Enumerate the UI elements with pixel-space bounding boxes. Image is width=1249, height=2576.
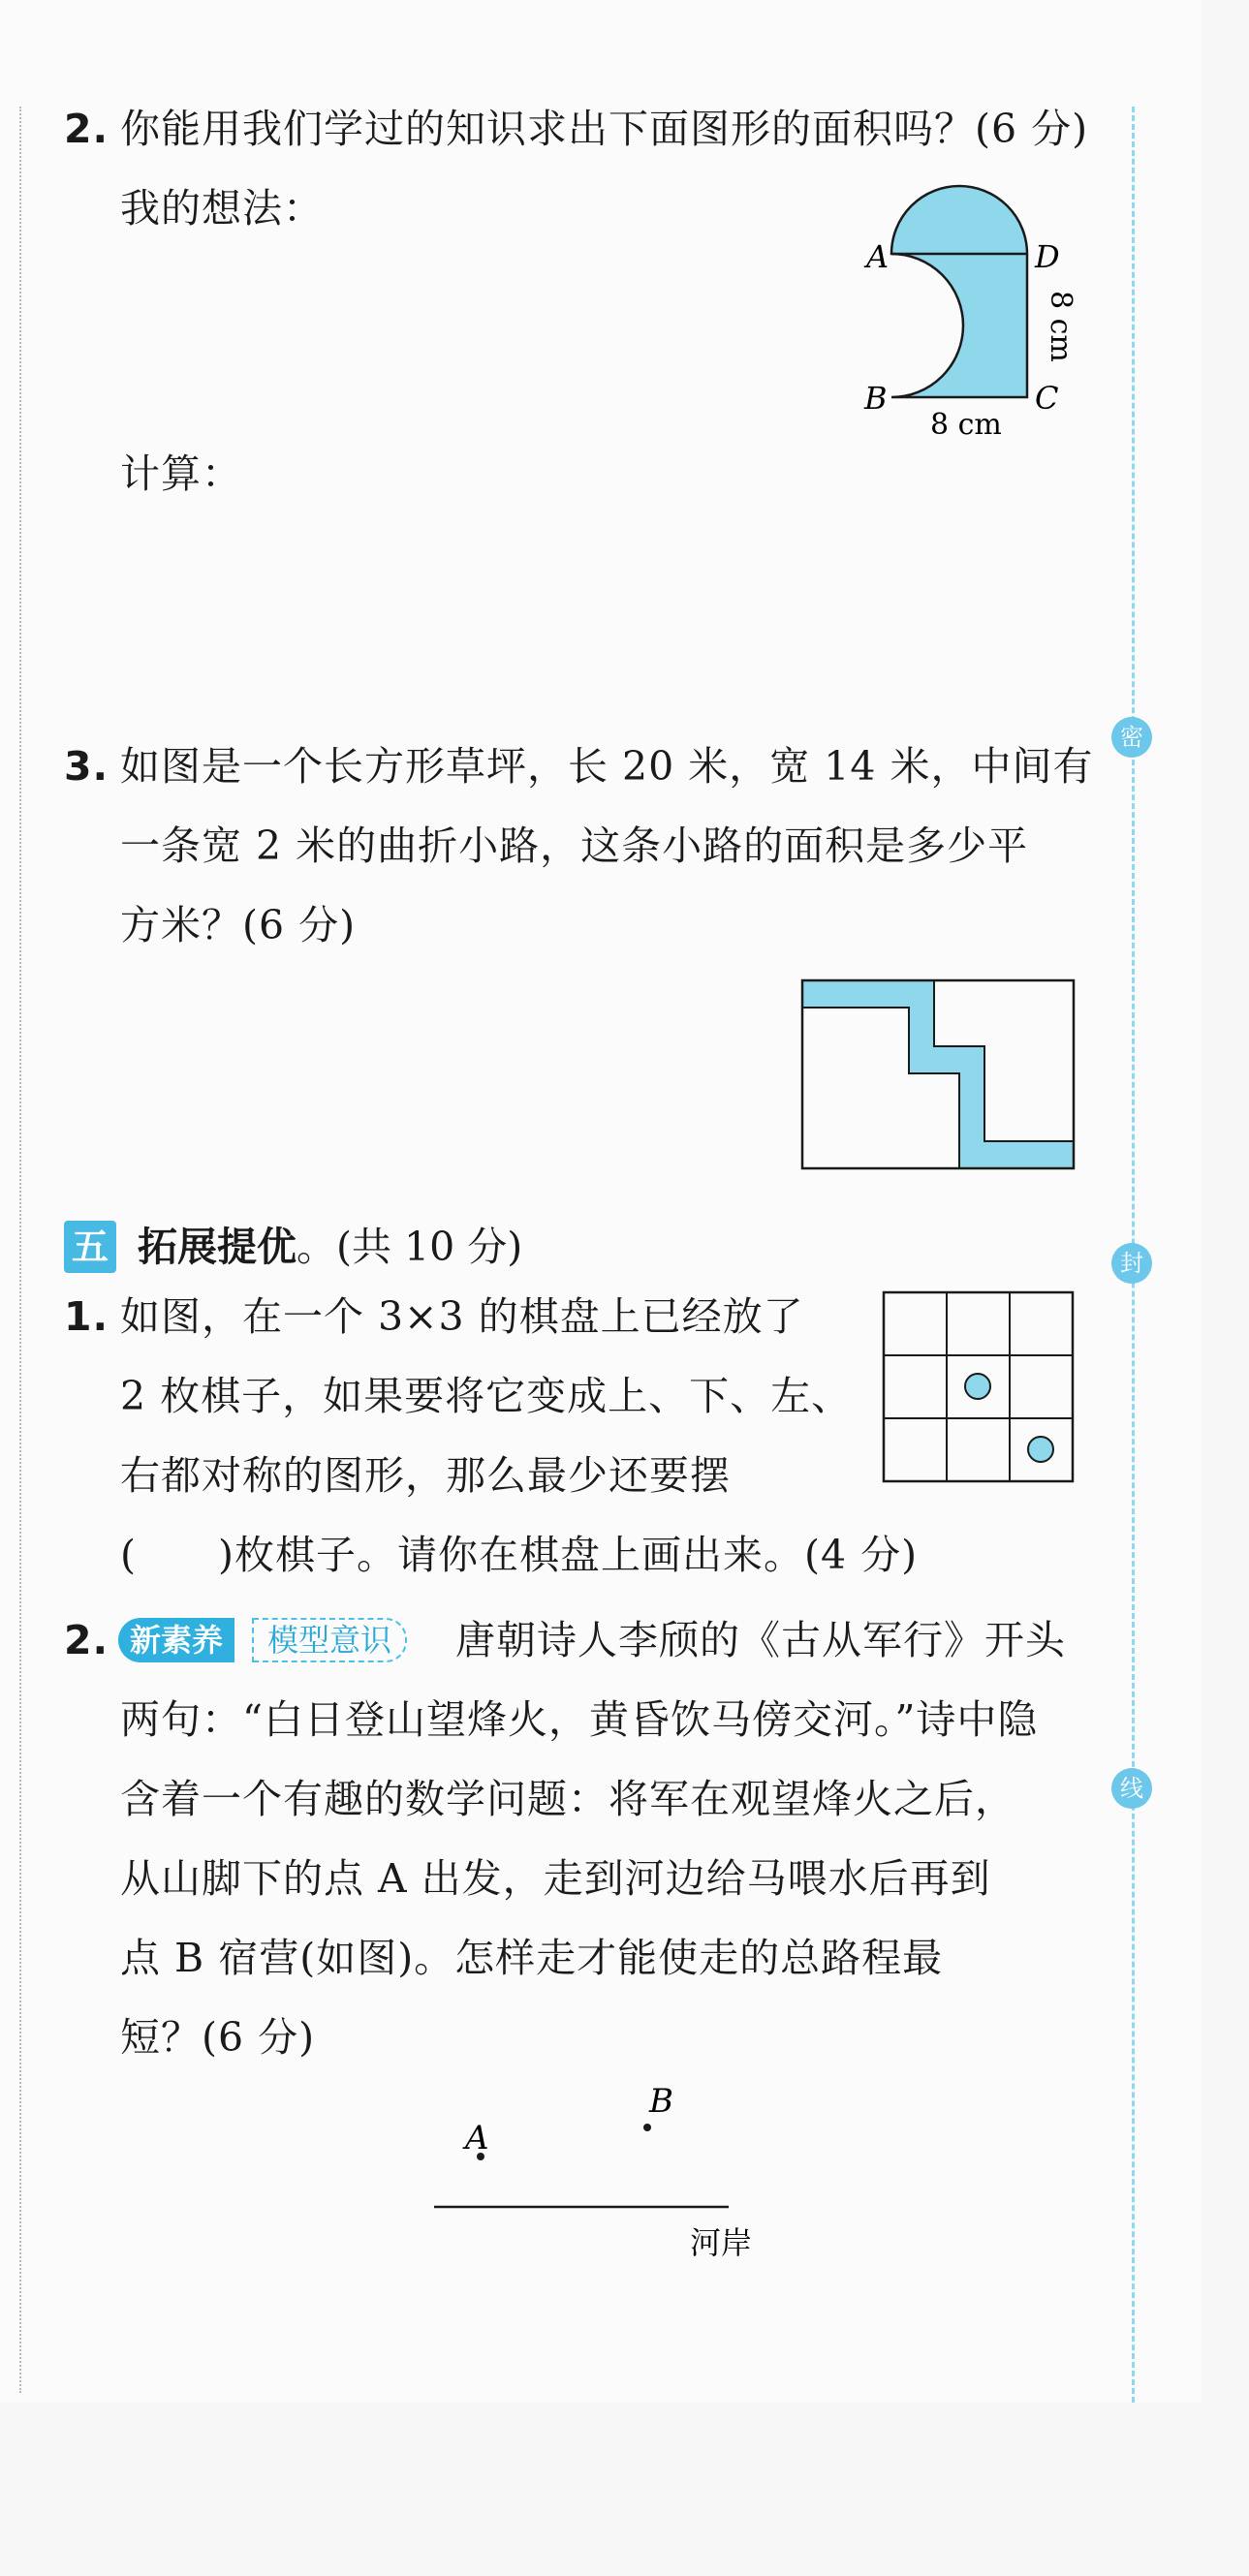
q2-figure: [853, 174, 1105, 436]
q3-number: 3.: [64, 743, 109, 790]
river-bank-label: 河岸: [690, 2224, 753, 2261]
p2-line4: 从山脚下的点 A 出发，走到河边给马喂水后再到: [120, 1855, 991, 1902]
q3-line1: 如图是一个长方形草坪，长 20 米，宽 14 米，中间有: [120, 743, 1094, 790]
q2-number: 2.: [64, 106, 109, 152]
model-awareness-tag: 模型意识: [252, 1618, 407, 1662]
p2-line6: 短？(6 分): [120, 2014, 316, 2061]
q3-line3: 方米？(6 分): [120, 902, 357, 948]
new-literacy-tag: 新素养: [118, 1618, 234, 1662]
q2-bottom-length: 8 cm: [930, 408, 1002, 436]
point-B: [643, 2124, 651, 2131]
q3-lawn-figure: [800, 978, 1076, 1172]
q2-text: 你能用我们学过的知识求出下面图形的面积吗？(6 分): [120, 106, 1089, 152]
chessboard: [882, 1290, 1077, 1486]
section5-title-text: 拓展提优: [138, 1224, 297, 1270]
point-A-label: A: [465, 2119, 489, 2157]
p2-line2: 两句：“白日登山望烽火，黄昏饮马傍交河。”诗中隐: [120, 1696, 1039, 1743]
p1-line1: 如图，在一个 3×3 的棋盘上已经放了: [120, 1293, 804, 1340]
q2-label-B: B: [864, 380, 888, 417]
p2-number: 2.: [64, 1617, 109, 1663]
q2-calc-label: 计算：: [120, 450, 242, 497]
q2-label-C: C: [1035, 380, 1059, 417]
river-figure: [426, 2073, 785, 2267]
q2-shaded-shape: [891, 186, 1027, 397]
q3-path: [802, 980, 1074, 1168]
p1-line2: 2 枚棋子，如果要将它变成上、下、左、: [120, 1373, 853, 1419]
binding-margin: [19, 107, 21, 2393]
chess-piece: [1028, 1437, 1053, 1462]
q2-side-length: 8 cm: [1044, 291, 1077, 362]
seal-label-mi: 密: [1111, 717, 1152, 758]
point-B-label: B: [649, 2082, 673, 2121]
section5-badge: 五: [64, 1221, 116, 1273]
p2-line1: 唐朝诗人李颀的《古从军行》开头: [455, 1617, 1066, 1663]
p1-number: 1.: [64, 1293, 109, 1340]
p1-line4: ( )枚棋子。请你在棋盘上画出来。(4 分): [120, 1532, 919, 1578]
p2-line3: 含着一个有趣的数学问题：将军在观望烽火之后，: [120, 1776, 1015, 1822]
q2-label-A: A: [866, 238, 890, 275]
seal-label-xian: 线: [1111, 1768, 1152, 1809]
q3-line2: 一条宽 2 米的曲折小路，这条小路的面积是多少平: [120, 822, 1029, 869]
p1-line3: 右都对称的图形，那么最少还要摆: [120, 1452, 731, 1499]
q2-idea-label: 我的想法：: [120, 185, 324, 232]
q2-label-D: D: [1035, 238, 1060, 275]
section5-title: [138, 1219, 522, 1275]
p2-line5: 点 B 宿营(如图)。怎样走才能使走的总路程最: [120, 1935, 944, 1981]
seal-label-feng: 封: [1111, 1243, 1152, 1284]
section5-subtitle: 。(共 10 分): [297, 1224, 523, 1270]
chess-piece: [965, 1374, 990, 1399]
